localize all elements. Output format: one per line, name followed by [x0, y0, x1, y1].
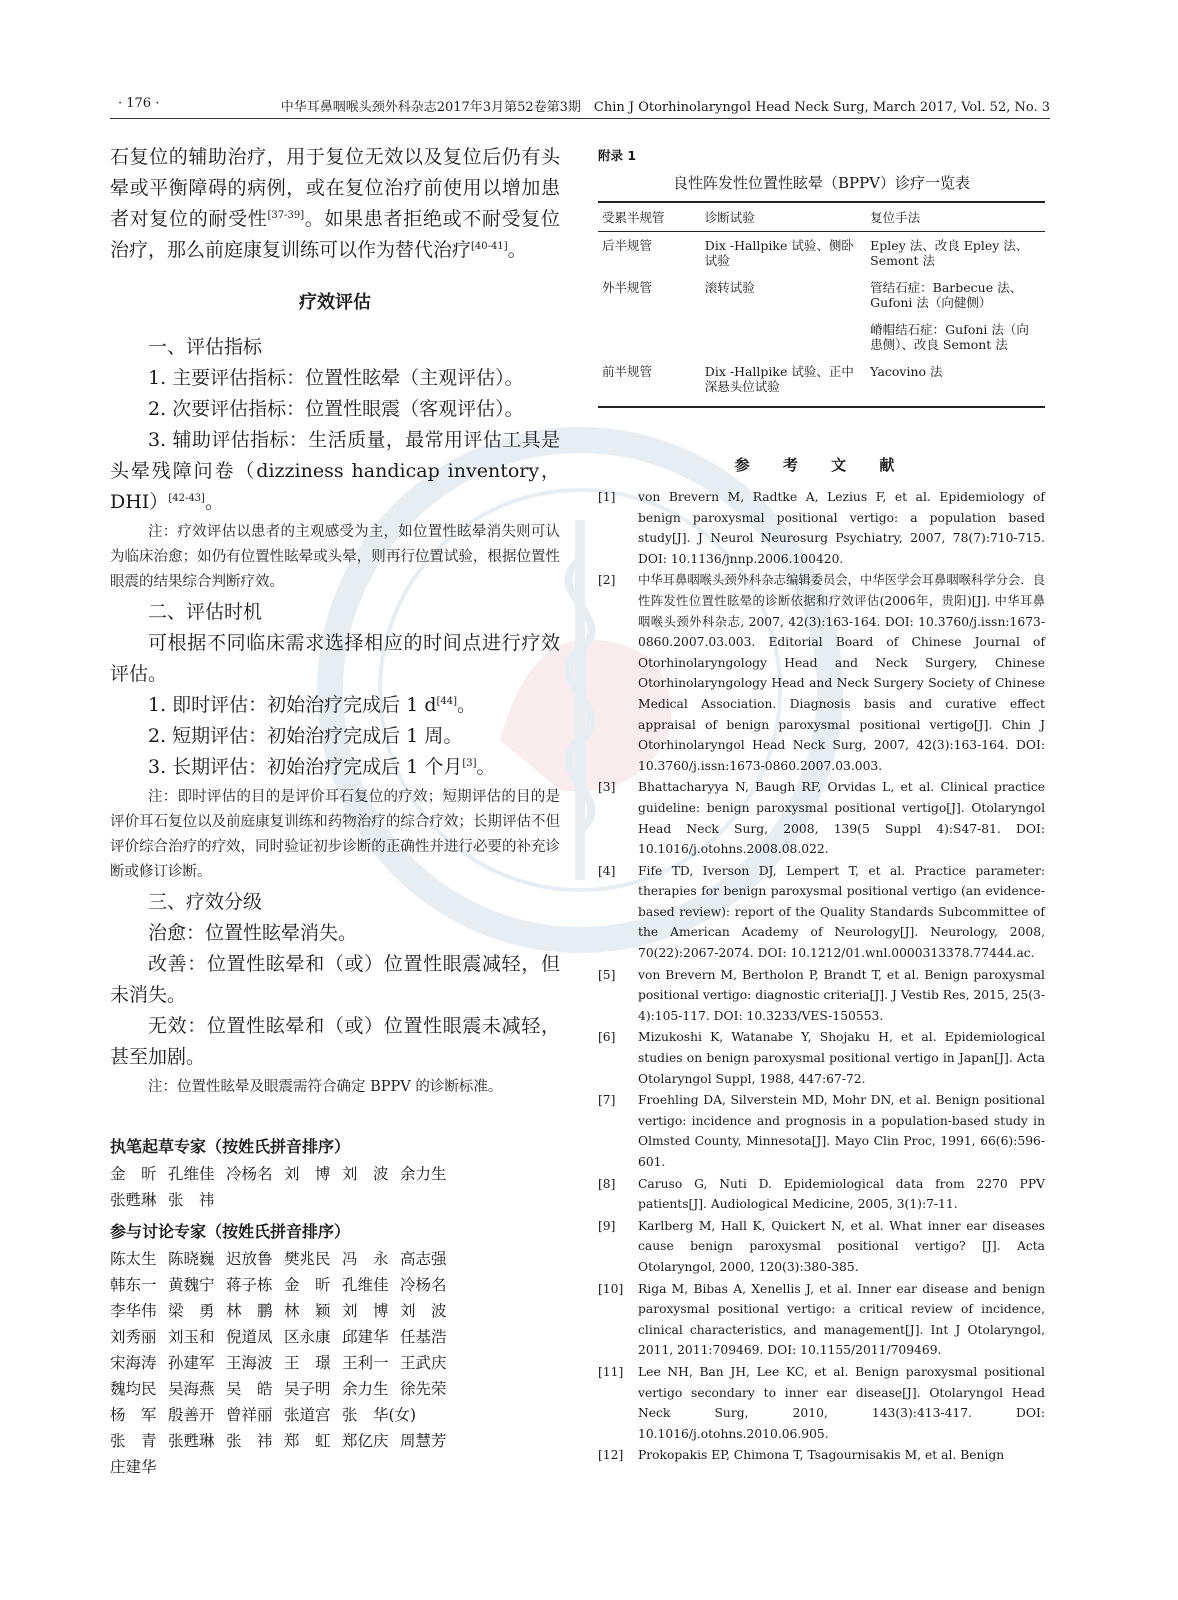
list-item: 2. 次要评估指标：位置性眼震（客观评估）。	[148, 398, 524, 420]
table-cell	[701, 316, 866, 358]
reference-text: 中华耳鼻咽喉头颈外科杂志编辑委员会，中华医学会耳鼻咽喉科学分会．良性阵发性位置性眩晕的诊断依据和疗效评估(2006年，贵阳)[J]. 中华耳鼻咽喉头颈外科杂志, 2007, 42(3):163-164. DOI: 10.3760/j.issn:1673-0860.2007.03.003. Editorial Board of Chinese Journal of Otorhinolaryngology Head and Neck Surgery, Chinese Otorhinolaryngology Head and Neck Surgery Society of Chinese Medical Association. Diagnosis basis and curative effect appraisal of benign paroxysmal positional vertigo[J]. Chin J Otorhinolaryngol Head Neck Surg, 2007, 42(3):163-164. DOI: 10.3760/j.issn:1673-0860.2007.03.003.	[638, 573, 1045, 773]
reference-number: [8]	[598, 1176, 616, 1191]
reference-number: [3]	[598, 780, 616, 795]
table-cell	[598, 316, 701, 358]
name-row	[110, 1324, 560, 1350]
expert-name: 吴 皓	[226, 1380, 273, 1398]
right-column	[598, 142, 1045, 1467]
name-row	[110, 1187, 560, 1213]
expert-name: 陈太生	[110, 1250, 157, 1268]
table-cell: Yacovino 法	[866, 358, 1045, 407]
expert-name: 殷善开	[168, 1406, 215, 1424]
bppv-table	[598, 201, 1045, 408]
expert-name: 杨 军	[110, 1406, 157, 1424]
expert-name: 邱建华	[342, 1328, 389, 1346]
subsection-title: 三、疗效分级	[148, 891, 263, 913]
expert-name: 冯 永	[342, 1250, 389, 1268]
reference-item	[598, 1216, 1045, 1278]
reference-number: [7]	[598, 1093, 616, 1108]
table-row	[598, 358, 1045, 407]
table-cell: 滚转试验	[704, 280, 755, 295]
table-cell: 前半规管	[598, 358, 701, 407]
table-cell: 后半规管	[602, 238, 653, 253]
expert-name: 李华伟	[110, 1302, 157, 1320]
expert-name: 迟放鲁	[226, 1250, 273, 1268]
reference-number: [12]	[598, 1448, 624, 1463]
expert-name: 刘 波	[400, 1302, 447, 1320]
expert-name: 余力生	[342, 1380, 389, 1398]
reference-item	[598, 1279, 1045, 1361]
reference-item	[598, 1090, 1045, 1172]
expert-name: 金 昕	[284, 1276, 331, 1294]
list-item: 3. 长期评估：初始治疗完成后 1 个月[3]。	[148, 756, 496, 778]
reference-number: [2]	[598, 573, 616, 588]
expert-name: 郑 虹	[284, 1432, 331, 1450]
intro-paragraph: 石复位的辅助治疗，用于复位无效以及复位后仍有头晕或平衡障碍的病例，或在复位治疗前使用以增加患者对复位的耐受性[37-39]。如果患者拒绝或不耐受复位治疗，那么前庭康复训练可以作为替代治疗[40-41]。	[110, 146, 560, 261]
reference-text: Riga M, Bibas A, Xenellis J, et al. Inner ear disease and benign paroxysmal positional vertigo: a critical review of incidence, clinical characteristics, and management[J]. Int J Otolaryngol, 2011, 2011:709469. DOI: 10.1155/2011/709469.	[638, 1281, 1045, 1358]
list-item: 无效：位置性眩晕和（或）位置性眼震未减轻，甚至加剧。	[110, 1015, 560, 1068]
table-cell: Epley 法、改良 Epley 法、Semont 法	[870, 238, 1029, 268]
expert-name: 余力生	[400, 1165, 447, 1183]
reference-text: Lee NH, Ban JH, Lee KC, et al. Benign paroxysmal positional vertigo secondary to inner ear disease[J]. Otolaryngol Head Neck Surg, 2010, 143(3):413-417. DOI: 10.1016/j.otohns.2010.06.905.	[638, 1364, 1045, 1441]
name-row	[110, 1246, 560, 1272]
note: 注：位置性眩晕及眼震需符合确定 BPPV 的诊断标准。	[148, 1079, 503, 1095]
expert-name: 樊兆民	[284, 1250, 331, 1268]
reference-item	[598, 1174, 1045, 1215]
table-cell: Dix -Hallpike 试验、正中深悬头位试验	[701, 358, 866, 407]
expert-name: 徐先荣	[400, 1380, 447, 1398]
reference-number: [6]	[598, 1030, 616, 1045]
name-row	[110, 1402, 560, 1428]
expert-name: 冷杨名	[400, 1276, 447, 1294]
expert-name: 冷杨名	[226, 1165, 273, 1183]
expert-name: 孙建军	[168, 1354, 215, 1372]
reference-item	[598, 965, 1045, 1027]
reference-item	[598, 1027, 1045, 1089]
expert-name: 倪道凤	[226, 1328, 273, 1346]
table-row	[598, 316, 1045, 358]
expert-name: 吴海燕	[168, 1380, 215, 1398]
expert-name: 韩东一	[110, 1276, 157, 1294]
drafting-experts-title: 执笔起草专家（按姓氏拼音排序）	[110, 1137, 351, 1156]
reference-item	[598, 777, 1045, 859]
left-column	[110, 142, 560, 1480]
reference-item	[598, 1445, 1045, 1466]
expert-name: 任基浩	[400, 1328, 447, 1346]
list-item: 1. 主要评估指标：位置性眩晕（主观评估）。	[148, 367, 524, 389]
expert-name: 梁 勇	[168, 1302, 215, 1320]
expert-name: 张 祎	[226, 1432, 273, 1450]
name-row	[110, 1350, 560, 1376]
expert-name: 林 颖	[284, 1302, 331, 1320]
reference-text: Froehling DA, Silverstein MD, Mohr DN, et al. Benign positional vertigo: incidence and prognosis in a population-based study in Olmsted County, Minnesota[J]. Mayo Clin Proc, 1991, 66(6):596-601.	[638, 1093, 1045, 1169]
expert-name: 周慧芳	[400, 1432, 447, 1450]
discussion-experts-title: 参与讨论专家（按姓氏拼音排序）	[110, 1222, 351, 1241]
list-item: 改善：位置性眩晕和（或）位置性眼震减轻，但未消失。	[110, 953, 560, 1006]
expert-name: 曾祥丽	[226, 1406, 273, 1424]
page-header	[110, 96, 1050, 119]
expert-name: 张道宫	[284, 1406, 331, 1424]
expert-name: 刘 波	[342, 1165, 389, 1183]
table-cell: 管结石症：Barbecue 法、Gufoni 法（向健侧）	[870, 280, 1023, 310]
discussion-experts-list	[110, 1246, 560, 1480]
expert-name: 宋海涛	[110, 1354, 157, 1372]
table-cell: 嵴帽结石症：Gufoni 法（向患侧）、改良 Semont 法	[870, 322, 1029, 352]
reference-list	[598, 487, 1045, 1466]
name-row	[110, 1298, 560, 1324]
reference-number: [5]	[598, 967, 616, 982]
appendix-label: 附录 1	[598, 148, 637, 163]
table-row	[598, 232, 1045, 275]
expert-name: 黄魏宁	[168, 1276, 215, 1294]
expert-name: 张甦琳	[110, 1191, 157, 1209]
name-row	[110, 1161, 560, 1187]
table-cell: 外半规管	[602, 280, 653, 295]
expert-name: 王武庆	[400, 1354, 447, 1372]
reference-text: Mizukoshi K, Watanabe Y, Shojaku H, et al. Epidemiological studies on benign paroxysmal positional vertigo in Japan[J]. Acta Otolaryngol Suppl, 1988, 447:67-72.	[638, 1030, 1045, 1086]
expert-name: 刘 博	[284, 1165, 331, 1183]
table-cell: Dix -Hallpike 试验、侧卧试验	[704, 238, 854, 268]
section-title-efficacy: 疗效评估	[299, 292, 371, 313]
table-header-cell: 受累半规管	[598, 202, 701, 232]
name-row	[110, 1272, 560, 1298]
reference-number: [4]	[598, 863, 616, 878]
expert-name: 王 璟	[284, 1354, 331, 1372]
paragraph: 可根据不同临床需求选择相应的时间点进行疗效评估。	[110, 632, 560, 685]
reference-text: Fife TD, Iverson DJ, Lempert T, et al. Practice parameter: therapies for benign paroxysmal positional vertigo (an evidence-based review): report of the Quality Standards Subcommittee of the American Academy of Neurology[J]. Neurology, 2008, 70(22):2067-2074. DOI: 10.1212/01.wnl.0000313378.77444.ac.	[638, 863, 1045, 961]
expert-name: 林 鹏	[226, 1302, 273, 1320]
references-title: 参 考 文 献	[734, 456, 909, 474]
table-title: 良性阵发性位置性眩晕（BPPV）诊疗一览表	[672, 174, 971, 192]
expert-name: 金 昕	[110, 1165, 157, 1183]
reference-item	[598, 570, 1045, 776]
reference-number: [1]	[598, 490, 616, 504]
expert-name: 魏均民	[110, 1380, 157, 1398]
expert-name: 刘秀丽	[110, 1328, 157, 1346]
expert-name: 张 华(女)	[342, 1406, 417, 1424]
subsection-title: 一、评估指标	[148, 336, 263, 358]
expert-name: 孔维佳	[342, 1276, 389, 1294]
name-row	[110, 1376, 560, 1402]
expert-name: 区永康	[284, 1328, 331, 1346]
reference-text: Caruso G, Nuti D. Epidemiological data from 2270 PPV patients[J]. Audiological Medicine, 2005, 3(1):7-11.	[638, 1176, 1045, 1212]
journal-citation: 中华耳鼻咽喉头颈外科杂志2017年3月第52卷第3期 Chin J Otorhinolaryngol Head Neck Surg, March 2017, Vol. 52, No. 3	[280, 100, 1050, 115]
expert-name: 郑亿庆	[342, 1432, 389, 1450]
name-row	[110, 1428, 560, 1454]
subsection-title: 二、评估时机	[148, 601, 263, 623]
expert-name: 陈晓巍	[168, 1250, 215, 1268]
reference-text: Bhattacharyya N, Baugh RF, Orvidas L, et al. Clinical practice guideline: benign paroxysmal positional vertigo[J]. Otolaryngol Head Neck Surg, 2008, 139(5 Suppl 4):S47-81. DOI: 10.1016/j.otohns.2008.08.022.	[638, 780, 1045, 857]
list-item: 2. 短期评估：初始治疗完成后 1 周。	[148, 725, 463, 747]
note: 注：疗效评估以患者的主观感受为主，如位置性眩晕消失则可认为临床治愈；如仍有位置性眩晕或头晕，则再行位置试验，根据位置性眼震的结果综合判断疗效。	[110, 524, 560, 590]
list-item: 治愈：位置性眩晕消失。	[148, 922, 358, 944]
expert-name: 张甦琳	[168, 1432, 215, 1450]
expert-name: 高志强	[400, 1250, 447, 1268]
expert-name: 吴子明	[284, 1380, 331, 1398]
reference-item	[598, 487, 1045, 569]
expert-name: 张 青	[110, 1432, 157, 1450]
note: 注：即时评估的目的是评价耳石复位的疗效；短期评估的目的是评价耳石复位以及前庭康复训练和药物治疗的综合疗效；长期评估不但评价综合治疗的疗效，同时验证初步诊断的正确性并进行必要的补充诊断或修订诊断。	[110, 789, 560, 880]
reference-number: [11]	[598, 1364, 624, 1379]
table-header-cell: 诊断试验	[701, 202, 866, 232]
reference-text: von Brevern M, Bertholon P, Brandt T, et al. Benign paroxysmal positional vertigo: diagnostic criteria[J]. J Vestib Res, 2015, 25(3-4):105-117. DOI: 10.3233/VES-150553.	[638, 967, 1045, 1023]
table-header-cell: 复位手法	[866, 202, 1045, 232]
table-row	[598, 274, 1045, 316]
expert-name: 刘玉和	[168, 1328, 215, 1346]
reference-item	[598, 1362, 1045, 1444]
reference-text: Karlberg M, Hall K, Quickert N, et al. What inner ear diseases cause benign paroxysmal positional vertigo? [J]. Acta Otolaryngol, 2000, 120(3):380-385.	[638, 1218, 1045, 1274]
drafting-experts-list	[110, 1161, 560, 1213]
reference-item	[598, 861, 1045, 964]
expert-name: 孔维佳	[168, 1165, 215, 1183]
expert-name: 王利一	[342, 1354, 389, 1372]
name-row	[110, 1454, 560, 1480]
expert-name: 王海波	[226, 1354, 273, 1372]
expert-name: 张 祎	[168, 1191, 215, 1209]
reference-text: Prokopakis EP, Chimona T, Tsagournisakis M, et al. Benign	[638, 1448, 1005, 1463]
reference-number: [10]	[598, 1281, 624, 1296]
page-number: · 176 ·	[118, 96, 160, 111]
list-item: 1. 即时评估：初始治疗完成后 1 d[44]。	[148, 694, 477, 716]
expert-name: 蒋子栋	[226, 1276, 273, 1294]
expert-name: 庄建华	[110, 1458, 157, 1476]
reference-number: [9]	[598, 1218, 616, 1233]
reference-text: von Brevern M, Radtke A, Lezius F, et al. Epidemiology of benign paroxysmal positional vertigo: a population based study[J]. J Neurol Neurosurg Psychiatry, 2007, 78(7):710-715. DOI: 10.1136/jnnp.2006.100420.	[638, 490, 1045, 566]
list-item: 3. 辅助评估指标：生活质量，最常用评估工具是头晕残障问卷（dizziness handicap inventory，DHI）[42-43]。	[110, 429, 560, 513]
expert-name: 刘 博	[342, 1302, 389, 1320]
